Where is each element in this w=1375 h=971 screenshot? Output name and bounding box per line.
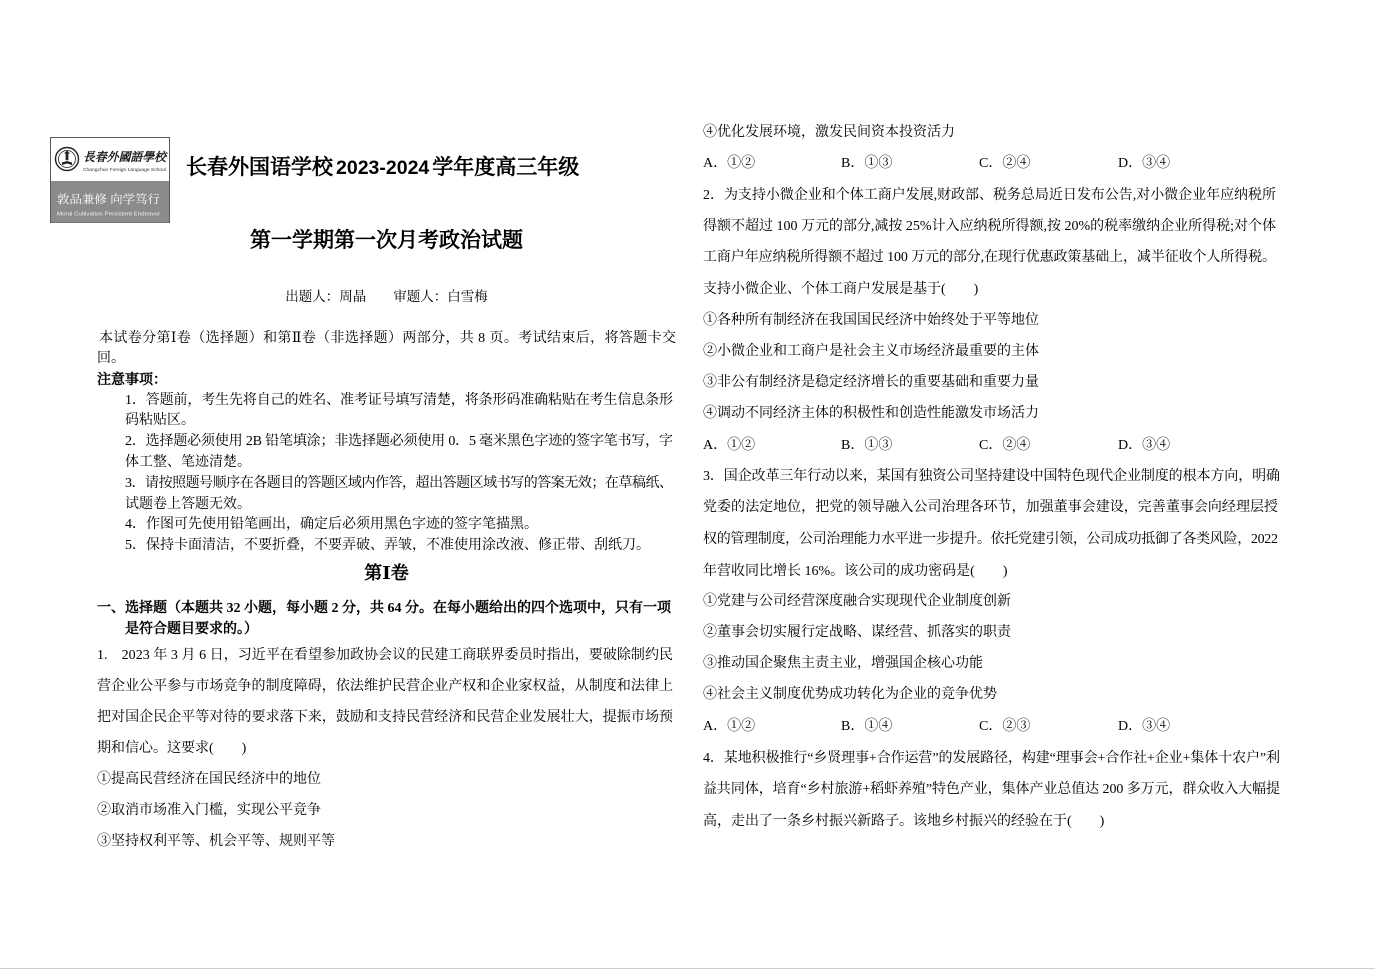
q1-stem-line: 1. 2023 年 3 月 6 日，习近平在看望参加政协会议的民建工商联界委员时指出，要破除制约民 (97, 648, 674, 663)
q2-option-2: ②小微企业和工商户是社会主义市场经济最重要的主体 (703, 344, 1039, 359)
notice-item-1-cont: 码粘贴区。 (125, 413, 195, 428)
q2-choice-a: A．①② (703, 438, 756, 453)
notice-item-3: 3．请按照题号顺序在各题目的答题区域内作答，超出答题区域书写的答案无效；在草稿纸、 (125, 476, 673, 491)
q4-stem-line: 4．某地积极推行“乡贤理事+合作运营”的发展路径，构建“理事会+合作社+企业+集体十农户”利 (703, 751, 1280, 766)
academic-year: 2023-2024 (336, 157, 430, 179)
q1-stem-line: 营企业公平参与市场竞争的制度障碍，依法维护民营企业产权和企业家权益，从制度和法律上 (97, 679, 674, 694)
q2-option-1: ①各种所有制经济在我国国民经济中始终处于平等地位 (703, 313, 1039, 328)
logo-motto-en: Moral Cultivation Persistent Endeavor (57, 211, 161, 218)
q2-choice-c: C．②④ (979, 438, 1031, 453)
q3-choice-d: D．③④ (1118, 719, 1171, 734)
q3-choice-c: C．②③ (979, 719, 1031, 734)
exam-title-line1 (186, 154, 579, 180)
q1-option-1: ①提高民营经济在国民经济中的地位 (97, 772, 321, 787)
q3-stem-line: 党委的法定地位，把党的领导融入公司治理各环节，加强董事会建设，完善董事会向经理层授 (703, 500, 1279, 515)
q4-stem-line: 益共同体，培育“乡村旅游+稻虾养殖”特色产业，集体产业总值达 200 多万元，群众收入大幅提 (703, 782, 1280, 797)
logo-calligraphy: 長春外國語學校 (83, 150, 168, 164)
q2-option-4: ④调动不同经济主体的积极性和创造性能激发市场活力 (703, 406, 1039, 421)
q1-stem-line: 把对国企民企平等对待的要求落下来，鼓励和支持民营经济和民营企业发展壮大，提振市场预 (97, 710, 674, 725)
q1-choice-c: C．②④ (979, 156, 1031, 171)
q4-stem-line: 高，走出了一条乡村振兴新路子。该地乡村振兴的经验在于( ) (703, 814, 1105, 829)
notice-item-2-cont: 体工整、笔迹清楚。 (125, 455, 251, 470)
q2-choice-b: B．①③ (841, 438, 893, 453)
notice-item-1: 1．答题前，考生先将自己的姓名、准考证号填写清楚，将条形码准确粘贴在考生信息条形 (125, 393, 673, 408)
intro-line: 本试卷分第Ⅰ卷（选择题）和第Ⅱ卷（非选择题）两部分，共 8 页。考试结束后，将答题卡交 (99, 331, 677, 346)
q1-option-4: ④优化发展环境，激发民间资本投资活力 (703, 125, 955, 140)
page-bottom-edge (0, 968, 1375, 969)
notice-item-4: 4．作图可先使用铅笔画出，确定后必须用黑色字迹的签字笔描黑。 (125, 517, 538, 532)
q3-stem-line: 3．国企改革三年行动以来，某国有独资公司坚持建设中国特色现代企业制度的根本方向，明确 (703, 469, 1280, 484)
intro-line: 回。 (97, 351, 125, 366)
notice-item-3-cont: 试题卷上答题无效。 (125, 497, 251, 512)
notice-heading: 注意事项： (97, 373, 167, 388)
q1-choice-a: A．①② (703, 156, 756, 171)
q1-choice-d: D．③④ (1118, 156, 1171, 171)
q2-stem-line: 支持小微企业、个体工商户发展是基于( ) (703, 282, 979, 297)
school-logo (50, 137, 170, 223)
grade-label: 学年度高三年级 (432, 155, 580, 179)
school-emblem-icon (56, 148, 79, 171)
logo-motto-cn: 敦品兼修 向学笃行 (57, 194, 153, 206)
q2-stem-line: 工商户年应纳税所得额不超过 100 万元的部分,在现行优惠政策基础上，减半征收个人所得税。 (703, 250, 1276, 265)
logo-english-name: Changchun Foreign Language School (83, 167, 167, 172)
exam-title-line2: 第一学期第一次月考政治试题 (250, 228, 523, 252)
q3-choice-b: B．①④ (841, 719, 893, 734)
q3-option-3: ③推动国企聚焦主责主业，增强国企核心功能 (703, 656, 983, 671)
q2-stem-line: 2．为支持小微企业和个体工商户发展,财政部、税务总局近日发布公告,对小微企业年应纳税所 (703, 188, 1276, 203)
q3-stem-line: 权的管理制度，公司治理能力水平进一步提升。依托党建引领，公司成功抵御了各类风险，2022 (703, 532, 1278, 547)
section-heading-cont: 是符合题目要求的。） (125, 622, 258, 637)
section-heading: 一、选择题（本题共 32 小题，每小题 2 分，共 64 分。在每小题给出的四个选项中，只有一项 (97, 601, 671, 616)
q1-choice-b: B．①③ (841, 156, 893, 171)
q1-stem-line: 期和信心。这要求( ) (97, 741, 247, 756)
volume-title: 第Ⅰ卷 (364, 563, 409, 583)
school-name: 长春外国语学校 (186, 155, 333, 179)
q3-choice-a: A．①② (703, 719, 756, 734)
q3-option-2: ②董事会切实履行定战略、谋经营、抓落实的职责 (703, 625, 1011, 640)
q3-option-1: ①党建与公司经营深度融合实现现代企业制度创新 (703, 594, 1011, 609)
q3-stem-line: 年营收同比增长 16%。该公司的成功密码是( ) (703, 564, 1008, 579)
q1-option-3: ③坚持权利平等、机会平等、规则平等 (97, 834, 335, 849)
q1-option-2: ②取消市场准入门槛，实现公平竞争 (97, 803, 321, 818)
q3-option-4: ④社会主义制度优势成功转化为企业的竞争优势 (703, 687, 997, 702)
notice-item-2: 2．选择题必须使用 2B 铅笔填涂；非选择题必须使用 0．5 毫米黑色字迹的签字笔书写，字 (125, 434, 673, 449)
q2-option-3: ③非公有制经济是稳定经济增长的重要基础和重要力量 (703, 375, 1039, 390)
q2-choice-d: D．③④ (1118, 438, 1171, 453)
notice-item-5: 5．保持卡面清洁，不要折叠，不要弄破、弄皱，不准使用涂改液、修正带、刮纸刀。 (125, 538, 650, 553)
exam-authors: 出题人：周晶 审题人：白雪梅 (285, 289, 488, 304)
q2-stem-line: 得额不超过 100 万元的部分,减按 25%计入应纳税所得额,按 20%的税率缴纳企业所得税;对个体 (703, 219, 1276, 234)
